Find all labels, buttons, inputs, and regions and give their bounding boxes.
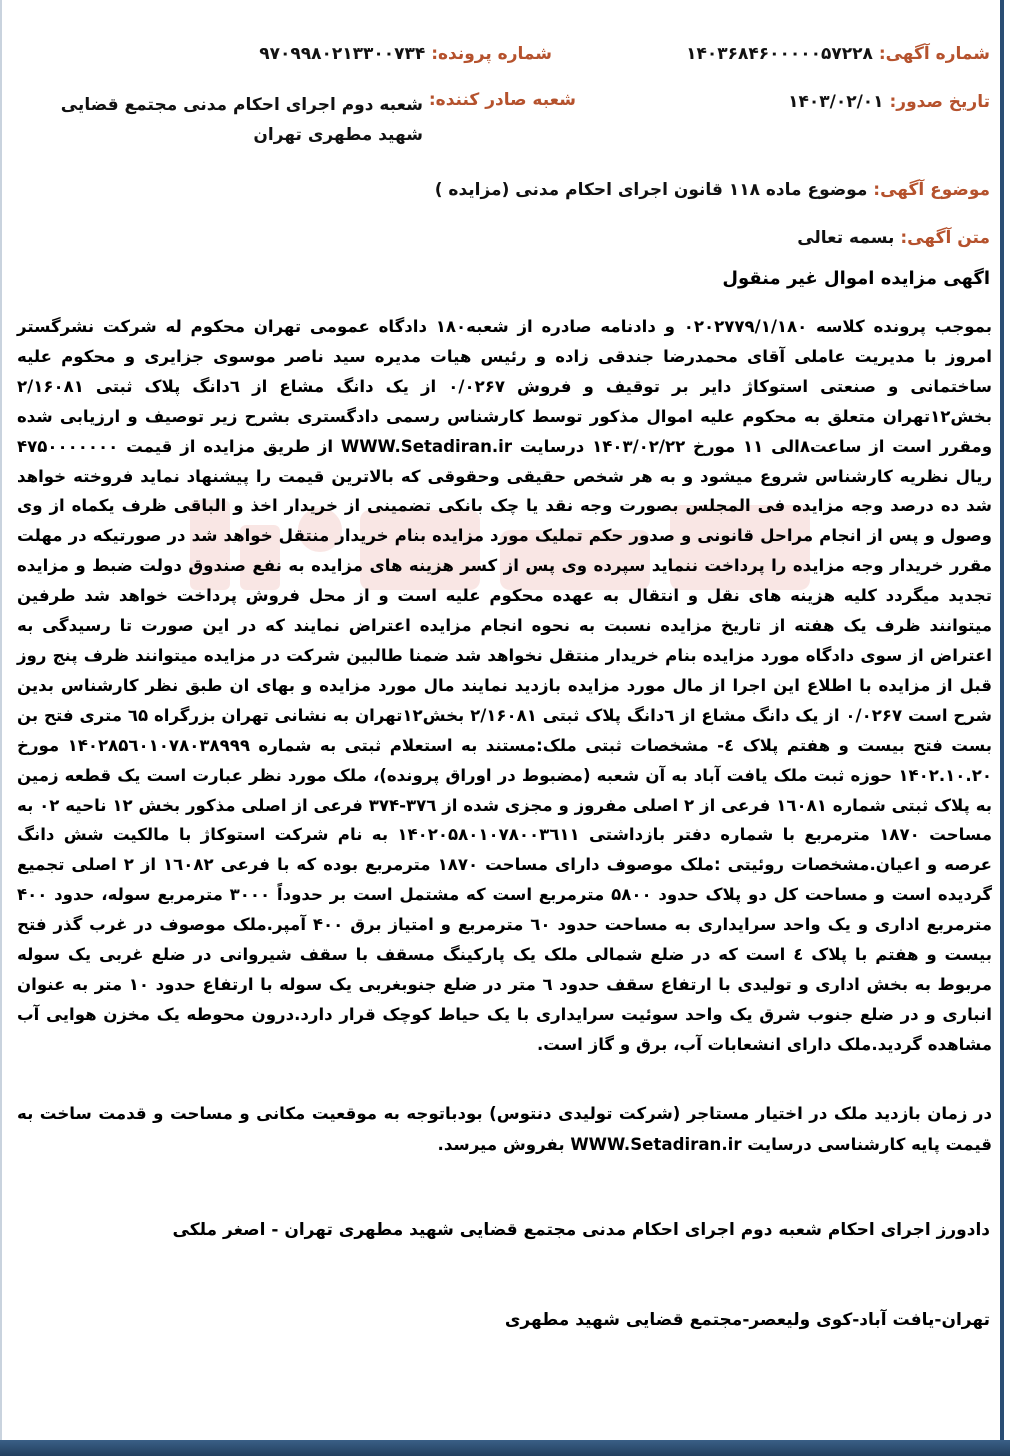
case-number-row xyxy=(259,44,552,64)
issuer-row xyxy=(23,90,576,150)
case-number-label: شماره پرونده: xyxy=(431,44,552,64)
text-row xyxy=(797,228,990,248)
ad-number-label: شماره آگهی: xyxy=(878,44,990,64)
notice-body: بموجب پرونده کلاسه ۰۲۰۲۷۷۹/۱/۱۸۰ و دادنامه صادره از شعبه۱۸۰ دادگاه عمومی تهران محکوم له شرکت نشرگستر امروز با مدیریت عاملی آقای محمدرضا جندقی زاده و رئیس هیات مدیره سید ناصر موسوی جزایری و محکوم علیه ساختمانی و صنعتی استوکاژ دایر بر توقیف و فروش ۰/۰۲۶۷ از یک دانگ مشاع از ٦دانگ پلاک ثبتی ۲/۱۶۰۸۱ بخش۱۲تهران متعلق به محکوم علیه اموال مذکور توسط کارشناس رسمی دادگستری بشرح زیر توصیف و ارزیابی شده ومقرر است از ساعت۸الی ۱۱ مورخ ۱۴۰۳/۰۲/۲۲ درسایت WWW.Setadiran.ir از طریق مزایده از قیمت ۴۷۵۰۰۰۰۰۰۰ ریال نظریه کارشناس شروع میشود و به هر شخص حقیقی وحقوقی که بالاترین قیمت را پیشنهاد نماید فروخته خواهد شد ده درصد وجه مزایده فی المجلس بصورت وجه نقد یا چک بانکی تضمینی از خریدار اخذ و الباقی ظرف یکماه از وی وصول و پس از انجام مراحل قانونی و صدور حکم تملیک مورد مزایده بنام خریدار منتقل خواهد شد در صورتیکه در مهلت مقرر خریدار وجه مزایده را پرداخت ننماید سپرده وی پس از کسر هزینه های مزایده به نفع صندوق دولت ضبط و مزایده تجدید میگردد کلیه هزینه های نقل و انتقال به عهده محکوم علیه است و از محل فروش پرداخت خواهد شد طرفین میتوانند ظرف یک هفته از تاریخ مزایده نسبت به نحوه انجام مزایده اعتراض نمایند که در این صورت تا رسیدگی به اعتراض از سوی دادگاه مورد مزایده بنام خریدار منتقل نخواهد شد ضمنا طالبین شرکت در مزایده میتوانند ظرف پنج روز قبل از مزایده با اطلاع این اجرا از مال مورد مزایده بازدید نمایند مال مورد مزایده و بهای ان طبق نظر کارشناس بدین شرح است ۰/۰۲۶۷ از یک دانگ مشاع از ٦دانگ پلاک ثبتی ۲/۱۶۰۸۱ بخش۱۲تهران به نشانی تهران بزرگراه ٦۵ متری فتح بن بست فتح بیست و هفتم پلاک ٤- مشخصات ثبتی ملک:مستند به استعلام ثبتی به شماره ۱۴۰۲۸۵٦۰۱۰۷۸۰۳۸۹۹۹ مورخ ۱۴۰۲.۱۰.۲۰ حوزه ثبت ملک یافت آباد به آن شعبه (مضبوط در اوراق پرونده)، ملک مورد نظر عبارت است یک قطعه زمین به پلاک ثبتی شماره ۱٦۰۸۱ فرعی از ۲ اصلی مفروز و مجزی شده از ۳۷٦-۳۷۴ فرعی از اصلی مذکور بخش ۱۲ ناحیه ۰۲ به مساحت ۱۸۷۰ مترمربع با شماره دفتر بازداشتی ۱۴۰۲۰۵۸۰۱۰۷۸۰۰۳٦۱۱ به نام شرکت استوکاژ با مالکیت شش دانگ عرصه و اعیان.مشخصات روئیتی :ملک موصوف دارای مساحت ۱۸۷۰ مترمربع بوده که با فرعی ۱٦۰۸۲ از ۲ اصلی تجمیع گردیده است و مساحت کل دو پلاک حدود ۵۸۰۰ مترمربع است که مشتمل است بر حدوداً ۳۰۰۰ مترمربع سوله، حدود ۴۰۰ مترمربع اداری و یک واحد سرایداری به مساحت حدود ٦۰ مترمربع و امتیاز برق ۴۰۰ آمپر.ملک موصوف در غرب گذر فتح بیست و هفتم با پلاک ٤ است که در ضلع شمالی ملک یک پارکینگ مسقف با سقف شیروانی در ضلع غربی یک سوله مربوط به بخش اداری و تولیدی با ارتفاع سقف حدود ٦ متر در ضلع جنوبغربی یک سوله با ارتفاع حدود ۱۰ متر به عنوان انباری و در ضلع جنوب شرق یک واحد سوئیت سرایداری با یک حیاط کوچک قرار دارد.درون محوطه یک مخزن هوایی آب مشاهده گردید.ملک دارای انشعابات آب، برق و گاز است. xyxy=(17,317,993,1054)
bottom-bar xyxy=(0,1440,1010,1456)
issue-date: ۱۴۰۳/۰۲/۰۱ xyxy=(788,92,884,112)
issuer-value: شعبه دوم اجرای احکام مدنی مجتمع قضایی شهید مطهری تهران xyxy=(60,95,423,145)
ad-number-row xyxy=(686,44,990,64)
text-label: متن آگهی: xyxy=(900,228,990,248)
signature: دادورز اجرای احکام شعبه دوم اجرای احکام مدنی مجتمع قضایی شهید مطهری تهران - اصغر ملکی xyxy=(172,1220,990,1240)
notice-paragraph-2: در زمان بازدید ملک در اختیار مستاجر (شرکت تولیدی دنتوس) بودباتوجه به موقعیت مکانی و مساحت و قدمت ساخت به قیمت پایه کارشناسی درسایت WWW.Setadiran.ir بفروش میرسد. xyxy=(17,1104,992,1154)
subject-value: موضوع ماده ۱۱۸ قانون اجرای احکام مدنی (مزایده ) xyxy=(434,180,868,200)
issue-date-row xyxy=(788,92,990,112)
notice-heading: اگهی مزایده اموال غیر منقول xyxy=(722,268,990,289)
issuer-label: شعبه صادر کننده: xyxy=(428,90,576,110)
case-number: ۹۷۰۹۹۸۰۲۱۳۳۰۰۷۳۴ xyxy=(259,44,426,64)
subject-row xyxy=(435,180,990,200)
text-start: بسمه تعالی xyxy=(797,228,895,248)
issue-date-label: تاریخ صدور: xyxy=(889,92,990,112)
address: تهران-یافت آباد-کوی ولیعصر-مجتمع قضایی شهید مطهری xyxy=(504,1310,990,1330)
ad-number: ۱۴۰۳۶۸۴۶۰۰۰۰۰۵۷۲۲۸ xyxy=(686,44,873,64)
subject-label: موضوع آگهی: xyxy=(873,180,990,200)
